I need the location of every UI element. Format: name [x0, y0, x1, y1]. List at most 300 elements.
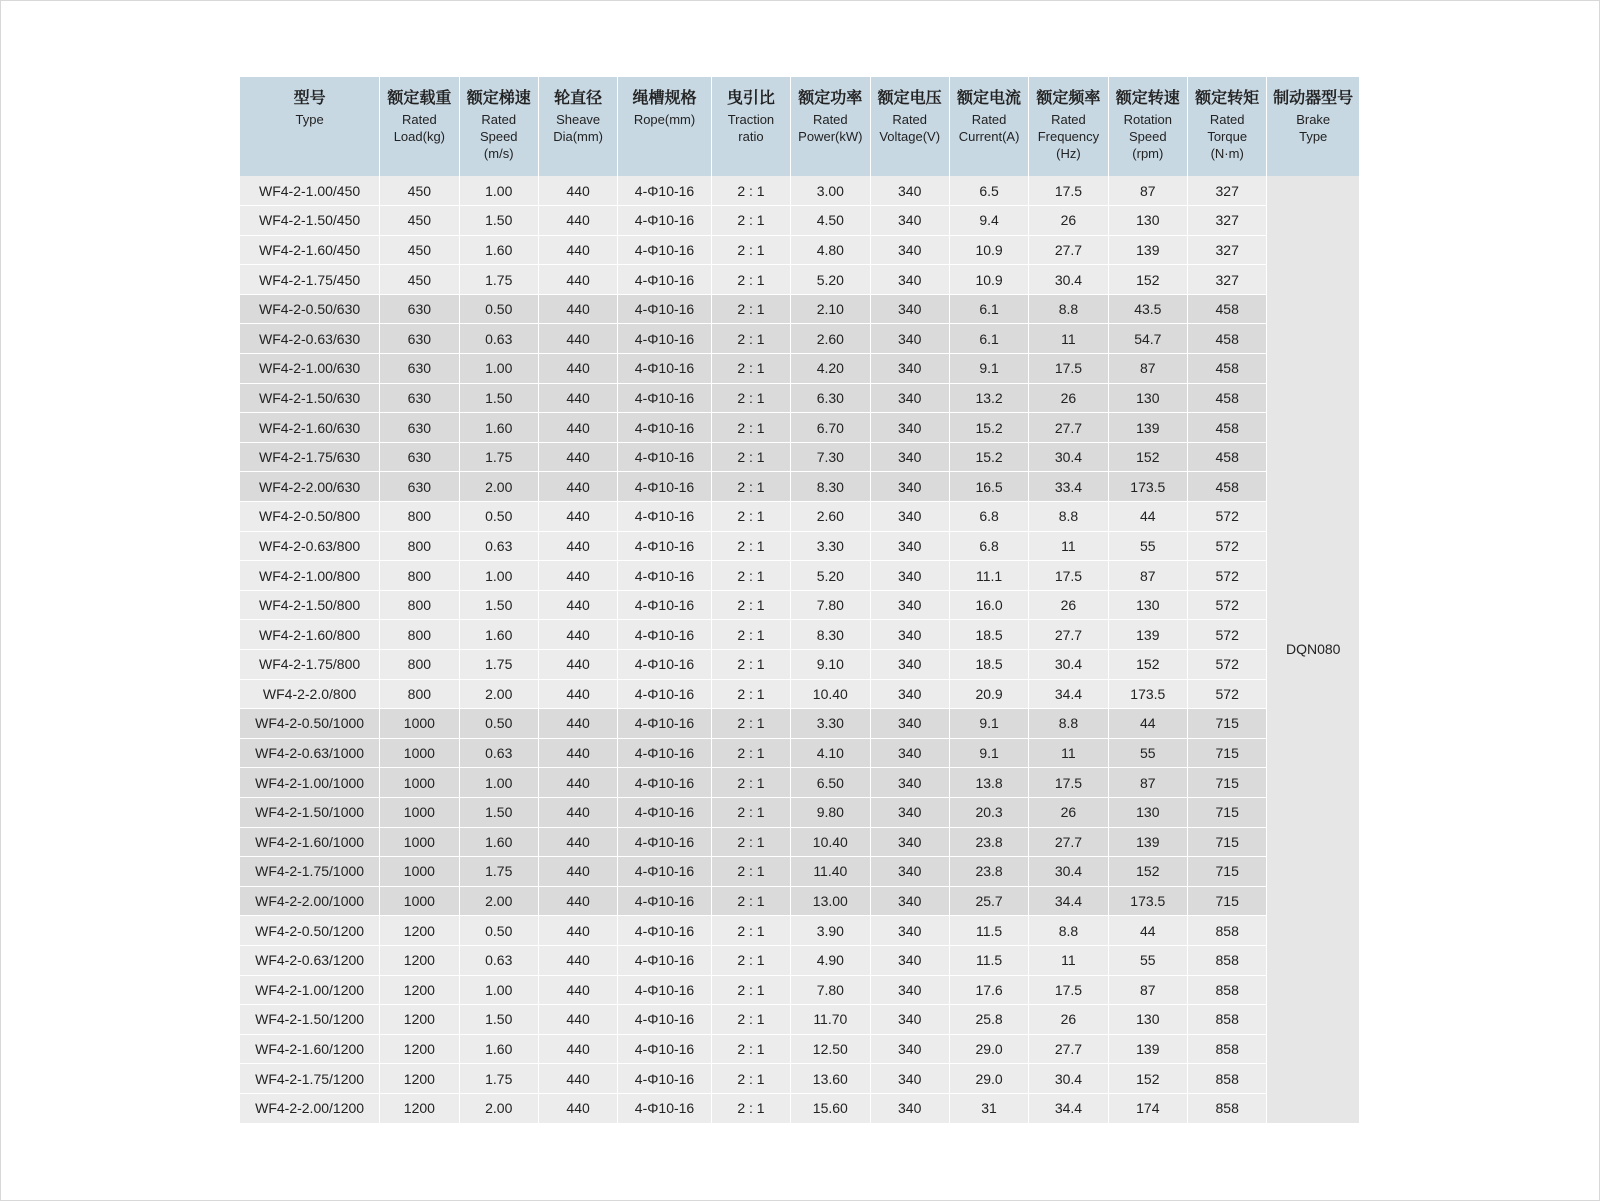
table-cell: 2 : 1 — [711, 413, 790, 443]
table-cell: WF4-2-0.63/1000 — [240, 738, 380, 768]
table-row — [240, 442, 1360, 472]
table-cell: WF4-2-2.0/800 — [240, 679, 380, 709]
table-row — [240, 738, 1360, 768]
table-cell: 440 — [538, 442, 617, 472]
table-row — [240, 620, 1360, 650]
table-cell: 2 : 1 — [711, 797, 790, 827]
table-cell: 630 — [380, 294, 459, 324]
table-row — [240, 1064, 1360, 1094]
table-cell: 6.1 — [949, 324, 1028, 354]
table-cell: 152 — [1108, 857, 1187, 887]
column-header-zh: 额定频率 — [1036, 88, 1101, 107]
table-cell: 10.40 — [791, 827, 870, 857]
table-cell: 715 — [1188, 738, 1267, 768]
table-cell: 15.2 — [949, 442, 1028, 472]
table-cell: WF4-2-1.60/1000 — [240, 827, 380, 857]
table-cell: 34.4 — [1029, 679, 1108, 709]
column-header — [711, 77, 790, 176]
table-cell: 4-Φ10-16 — [618, 738, 711, 768]
column-header — [380, 77, 459, 176]
table-cell: 20.9 — [949, 679, 1028, 709]
column-header — [949, 77, 1028, 176]
table-cell: 4-Φ10-16 — [618, 413, 711, 443]
table-cell: 43.5 — [1108, 294, 1187, 324]
table-row — [240, 235, 1360, 265]
table-cell: 572 — [1188, 650, 1267, 680]
table-cell: 440 — [538, 738, 617, 768]
table-cell: 13.8 — [949, 768, 1028, 798]
column-header — [240, 77, 380, 176]
table-cell: 27.7 — [1029, 1034, 1108, 1064]
table-cell: 2.10 — [791, 294, 870, 324]
table-cell: 54.7 — [1108, 324, 1187, 354]
table-cell: 25.8 — [949, 1005, 1028, 1035]
table-cell: 4-Φ10-16 — [618, 590, 711, 620]
table-cell: 9.1 — [949, 354, 1028, 384]
table-cell: 173.5 — [1108, 679, 1187, 709]
table-cell: 152 — [1108, 265, 1187, 295]
table-cell: 458 — [1188, 442, 1267, 472]
table-cell: 6.70 — [791, 413, 870, 443]
table-cell: 4-Φ10-16 — [618, 945, 711, 975]
table-cell: 130 — [1108, 206, 1187, 236]
table-cell: 2 : 1 — [711, 650, 790, 680]
table-cell: WF4-2-1.00/800 — [240, 561, 380, 591]
table-cell: 800 — [380, 650, 459, 680]
table-cell: 139 — [1108, 413, 1187, 443]
table-row — [240, 265, 1360, 295]
table-cell: 1.60 — [459, 1034, 538, 1064]
table-cell: 440 — [538, 1093, 617, 1123]
table-row — [240, 354, 1360, 384]
table-cell: 44 — [1108, 916, 1187, 946]
table-cell: 2 : 1 — [711, 294, 790, 324]
table-row — [240, 857, 1360, 887]
table-cell: 2 : 1 — [711, 886, 790, 916]
table-cell: 4-Φ10-16 — [618, 886, 711, 916]
table-cell: 1200 — [380, 975, 459, 1005]
table-cell: 2.00 — [459, 1093, 538, 1123]
column-header — [1267, 77, 1360, 176]
table-cell: 715 — [1188, 709, 1267, 739]
table-cell: 440 — [538, 354, 617, 384]
table-cell: 800 — [380, 679, 459, 709]
table-cell: 1.00 — [459, 768, 538, 798]
table-cell: 2 : 1 — [711, 709, 790, 739]
table-cell: 0.50 — [459, 294, 538, 324]
table-cell: 87 — [1108, 768, 1187, 798]
table-row — [240, 886, 1360, 916]
column-header — [538, 77, 617, 176]
table-cell: 2 : 1 — [711, 442, 790, 472]
column-header-zh: 型号 — [293, 88, 326, 107]
table-cell: 440 — [538, 1064, 617, 1094]
table-cell: 11 — [1029, 738, 1108, 768]
table-cell: 1000 — [380, 827, 459, 857]
column-header-en: Rated Torque (N·m) — [1207, 112, 1248, 161]
table-row — [240, 324, 1360, 354]
table-cell: 440 — [538, 531, 617, 561]
table-cell: 1000 — [380, 738, 459, 768]
column-header — [870, 77, 949, 176]
table-cell: 17.5 — [1029, 768, 1108, 798]
table-cell: 440 — [538, 620, 617, 650]
table-cell: 800 — [380, 590, 459, 620]
table-cell: 7.80 — [791, 975, 870, 1005]
table-cell: 2 : 1 — [711, 738, 790, 768]
table-row — [240, 413, 1360, 443]
table-row — [240, 916, 1360, 946]
table-cell: 1.50 — [459, 1005, 538, 1035]
table-cell: WF4-2-1.60/1200 — [240, 1034, 380, 1064]
table-cell: 2 : 1 — [711, 827, 790, 857]
table-cell: 340 — [870, 797, 949, 827]
table-cell: 2 : 1 — [711, 383, 790, 413]
table-cell: 858 — [1188, 1034, 1267, 1064]
table-cell: WF4-2-1.00/1200 — [240, 975, 380, 1005]
table-cell: 13.00 — [791, 886, 870, 916]
table-cell: 1.75 — [459, 857, 538, 887]
table-cell: 1200 — [380, 1093, 459, 1123]
table-cell: 440 — [538, 561, 617, 591]
table-cell: 1.00 — [459, 176, 538, 206]
column-header-en: Type — [295, 112, 324, 127]
table-cell: 440 — [538, 472, 617, 502]
table-cell: 34.4 — [1029, 886, 1108, 916]
table-cell: 440 — [538, 886, 617, 916]
table-cell: 26 — [1029, 206, 1108, 236]
table-cell: 440 — [538, 857, 617, 887]
column-header-zh: 额定转矩 — [1195, 88, 1260, 107]
table-cell: WF4-2-2.00/1000 — [240, 886, 380, 916]
table-cell: 139 — [1108, 827, 1187, 857]
table-cell: 0.63 — [459, 945, 538, 975]
table-cell: 23.8 — [949, 827, 1028, 857]
table-cell: 4-Φ10-16 — [618, 1093, 711, 1123]
table-cell: 17.5 — [1029, 354, 1108, 384]
table-cell: 10.9 — [949, 235, 1028, 265]
table-cell: 340 — [870, 472, 949, 502]
column-header-en: Traction ratio — [727, 112, 775, 144]
table-cell: 1.00 — [459, 561, 538, 591]
table-cell: 340 — [870, 768, 949, 798]
table-cell: 440 — [538, 1005, 617, 1035]
table-cell: 340 — [870, 709, 949, 739]
table-cell: 130 — [1108, 797, 1187, 827]
table-cell: 630 — [380, 472, 459, 502]
table-cell: 340 — [870, 679, 949, 709]
table-cell: 1.60 — [459, 620, 538, 650]
table-cell: 4-Φ10-16 — [618, 916, 711, 946]
table-cell: 2.00 — [459, 886, 538, 916]
table-cell: 20.3 — [949, 797, 1028, 827]
table-cell: 2 : 1 — [711, 620, 790, 650]
table-cell: 5.20 — [791, 561, 870, 591]
table-cell: 8.30 — [791, 620, 870, 650]
table-cell: 4.10 — [791, 738, 870, 768]
table-cell: WF4-2-0.50/630 — [240, 294, 380, 324]
table-cell: 1.50 — [459, 590, 538, 620]
table-cell: 440 — [538, 324, 617, 354]
column-header — [618, 77, 711, 176]
table-cell: 30.4 — [1029, 650, 1108, 680]
table-cell: 87 — [1108, 354, 1187, 384]
table-cell: 2.60 — [791, 324, 870, 354]
table-cell: 15.60 — [791, 1093, 870, 1123]
table-cell: 440 — [538, 413, 617, 443]
table-cell: 340 — [870, 886, 949, 916]
table-cell: 4-Φ10-16 — [618, 768, 711, 798]
table-cell: 31 — [949, 1093, 1028, 1123]
table-cell: 0.63 — [459, 531, 538, 561]
table-cell: 30.4 — [1029, 1064, 1108, 1094]
table-cell: 55 — [1108, 738, 1187, 768]
table-cell: 26 — [1029, 383, 1108, 413]
table-cell: 2 : 1 — [711, 857, 790, 887]
table-row — [240, 176, 1360, 206]
table-cell: 4-Φ10-16 — [618, 1005, 711, 1035]
table-cell: 27.7 — [1029, 620, 1108, 650]
table-cell: 87 — [1108, 975, 1187, 1005]
column-header — [1188, 77, 1267, 176]
column-header-en: Rope(mm) — [633, 112, 696, 127]
table-cell: 27.7 — [1029, 413, 1108, 443]
table-cell: 1.75 — [459, 1064, 538, 1094]
table-cell: 858 — [1188, 1005, 1267, 1035]
table-cell: 55 — [1108, 531, 1187, 561]
table-cell: 29.0 — [949, 1064, 1028, 1094]
table-cell: WF4-2-1.75/1200 — [240, 1064, 380, 1094]
table-row — [240, 945, 1360, 975]
table-cell: 11.1 — [949, 561, 1028, 591]
table-cell: 340 — [870, 738, 949, 768]
table-cell: 440 — [538, 383, 617, 413]
table-cell: 2 : 1 — [711, 1034, 790, 1064]
table-cell: 4-Φ10-16 — [618, 324, 711, 354]
table-cell: 9.80 — [791, 797, 870, 827]
table-cell: 2.60 — [791, 502, 870, 532]
table-cell: 340 — [870, 324, 949, 354]
table-cell: 11.5 — [949, 916, 1028, 946]
table-cell: 4-Φ10-16 — [618, 709, 711, 739]
table-row — [240, 1005, 1360, 1035]
table-cell: 800 — [380, 561, 459, 591]
table-cell: 715 — [1188, 797, 1267, 827]
table-cell: 6.5 — [949, 176, 1028, 206]
table-cell: 2 : 1 — [711, 354, 790, 384]
table-cell: 1.00 — [459, 975, 538, 1005]
table-row — [240, 1034, 1360, 1064]
table-cell: 2.00 — [459, 472, 538, 502]
brake-type-cell: DQN080 — [1267, 176, 1360, 1123]
table-row — [240, 383, 1360, 413]
table-cell: 715 — [1188, 827, 1267, 857]
table-cell: 2 : 1 — [711, 975, 790, 1005]
table-cell: 2 : 1 — [711, 1064, 790, 1094]
table-cell: 1.50 — [459, 383, 538, 413]
table-cell: 440 — [538, 945, 617, 975]
column-header-zh: 额定电流 — [957, 88, 1022, 107]
table-cell: 25.7 — [949, 886, 1028, 916]
table-cell: 4-Φ10-16 — [618, 206, 711, 236]
table-cell: 458 — [1188, 472, 1267, 502]
table-cell: 18.5 — [949, 650, 1028, 680]
table-cell: 11 — [1029, 945, 1108, 975]
table-cell: 458 — [1188, 324, 1267, 354]
table-cell: 572 — [1188, 561, 1267, 591]
table-cell: 4-Φ10-16 — [618, 857, 711, 887]
table-cell: 17.5 — [1029, 176, 1108, 206]
table-cell: 440 — [538, 679, 617, 709]
table-row — [240, 827, 1360, 857]
column-header-zh: 曳引比 — [726, 88, 775, 107]
table-cell: 2 : 1 — [711, 679, 790, 709]
table-cell: 572 — [1188, 531, 1267, 561]
table-cell: 630 — [380, 324, 459, 354]
column-header — [791, 77, 870, 176]
table-cell: 340 — [870, 265, 949, 295]
column-header-en: Sheave Dia(mm) — [553, 112, 604, 144]
table-cell: 2 : 1 — [711, 176, 790, 206]
table-cell: 340 — [870, 916, 949, 946]
table-cell: 130 — [1108, 383, 1187, 413]
table-cell: 87 — [1108, 561, 1187, 591]
table-cell: 4-Φ10-16 — [618, 294, 711, 324]
table-cell: 13.2 — [949, 383, 1028, 413]
table-cell: 1200 — [380, 1005, 459, 1035]
table-cell: 340 — [870, 354, 949, 384]
table-cell: 572 — [1188, 502, 1267, 532]
table-cell: 440 — [538, 235, 617, 265]
table-cell: 16.5 — [949, 472, 1028, 502]
table-row — [240, 650, 1360, 680]
table-cell: 340 — [870, 620, 949, 650]
column-header-zh: 额定梯速 — [466, 88, 531, 107]
table-cell: 11.5 — [949, 945, 1028, 975]
table-cell: 340 — [870, 1064, 949, 1094]
table-cell: WF4-2-1.00/630 — [240, 354, 380, 384]
table-cell: 5.20 — [791, 265, 870, 295]
table-cell: 55 — [1108, 945, 1187, 975]
table-cell: 4.50 — [791, 206, 870, 236]
table-cell: 340 — [870, 235, 949, 265]
table-body — [240, 176, 1360, 1123]
table-cell: 26 — [1029, 797, 1108, 827]
column-header-en: Rated Speed (m/s) — [479, 112, 518, 161]
table-cell: 2 : 1 — [711, 1093, 790, 1123]
table-row — [240, 531, 1360, 561]
table-cell: 2 : 1 — [711, 1005, 790, 1035]
table-cell: 7.80 — [791, 590, 870, 620]
table-cell: 4-Φ10-16 — [618, 827, 711, 857]
table-cell: 8.8 — [1029, 502, 1108, 532]
table-cell: 3.90 — [791, 916, 870, 946]
table-cell: 327 — [1188, 176, 1267, 206]
table-cell: 340 — [870, 442, 949, 472]
table-cell: 10.9 — [949, 265, 1028, 295]
table-cell: 15.2 — [949, 413, 1028, 443]
table-cell: 458 — [1188, 294, 1267, 324]
table-cell: 858 — [1188, 1064, 1267, 1094]
table-cell: 458 — [1188, 413, 1267, 443]
table-cell: 44 — [1108, 709, 1187, 739]
table-cell: 340 — [870, 413, 949, 443]
table-cell: 440 — [538, 916, 617, 946]
table-cell: 340 — [870, 502, 949, 532]
column-header-zh: 额定电压 — [877, 88, 942, 107]
table-cell: 440 — [538, 176, 617, 206]
table-cell: 340 — [870, 206, 949, 236]
table-cell: 173.5 — [1108, 472, 1187, 502]
table-cell: 340 — [870, 176, 949, 206]
table-cell: 18.5 — [949, 620, 1028, 650]
table-cell: 152 — [1108, 442, 1187, 472]
table-cell: 174 — [1108, 1093, 1187, 1123]
table-cell: 458 — [1188, 354, 1267, 384]
table-cell: 715 — [1188, 886, 1267, 916]
table-cell: 87 — [1108, 176, 1187, 206]
table-cell: 6.8 — [949, 531, 1028, 561]
table-cell: 2 : 1 — [711, 235, 790, 265]
table-cell: WF4-2-1.50/450 — [240, 206, 380, 236]
table-cell: 11 — [1029, 531, 1108, 561]
table-cell: 1.60 — [459, 827, 538, 857]
column-header — [1108, 77, 1187, 176]
spec-table — [240, 77, 1360, 1124]
table-cell: 1.60 — [459, 413, 538, 443]
table-cell: 8.8 — [1029, 709, 1108, 739]
table-cell: 1.75 — [459, 265, 538, 295]
table-cell: WF4-2-0.50/800 — [240, 502, 380, 532]
table-cell: 2 : 1 — [711, 590, 790, 620]
table-cell: 130 — [1108, 590, 1187, 620]
table-cell: 4-Φ10-16 — [618, 235, 711, 265]
table-cell: 715 — [1188, 857, 1267, 887]
table-cell: 4-Φ10-16 — [618, 797, 711, 827]
table-cell: 44 — [1108, 502, 1187, 532]
table-cell: 2 : 1 — [711, 472, 790, 502]
table-cell: 1.60 — [459, 235, 538, 265]
table-cell: 30.4 — [1029, 442, 1108, 472]
table-cell: 9.4 — [949, 206, 1028, 236]
table-cell: 630 — [380, 442, 459, 472]
column-header — [459, 77, 538, 176]
table-cell: 340 — [870, 383, 949, 413]
table-cell: 2 : 1 — [711, 768, 790, 798]
table-cell: 450 — [380, 206, 459, 236]
table-cell: 2.00 — [459, 679, 538, 709]
table-cell: 26 — [1029, 1005, 1108, 1035]
table-cell: 10.40 — [791, 679, 870, 709]
table-cell: 327 — [1188, 235, 1267, 265]
header-row — [240, 77, 1360, 176]
table-cell: 327 — [1188, 206, 1267, 236]
column-header-zh: 绳槽规格 — [632, 88, 697, 107]
table-cell: 30.4 — [1029, 857, 1108, 887]
table-cell: 12.50 — [791, 1034, 870, 1064]
table-cell: 1.00 — [459, 354, 538, 384]
table-cell: WF4-2-1.50/630 — [240, 383, 380, 413]
table-row — [240, 590, 1360, 620]
table-cell: 0.63 — [459, 738, 538, 768]
table-cell: 440 — [538, 797, 617, 827]
table-cell: 440 — [538, 827, 617, 857]
table-cell: 11 — [1029, 324, 1108, 354]
table-cell: 450 — [380, 235, 459, 265]
table-cell: 1200 — [380, 1064, 459, 1094]
table-cell: 29.0 — [949, 1034, 1028, 1064]
table-cell: 4-Φ10-16 — [618, 975, 711, 1005]
